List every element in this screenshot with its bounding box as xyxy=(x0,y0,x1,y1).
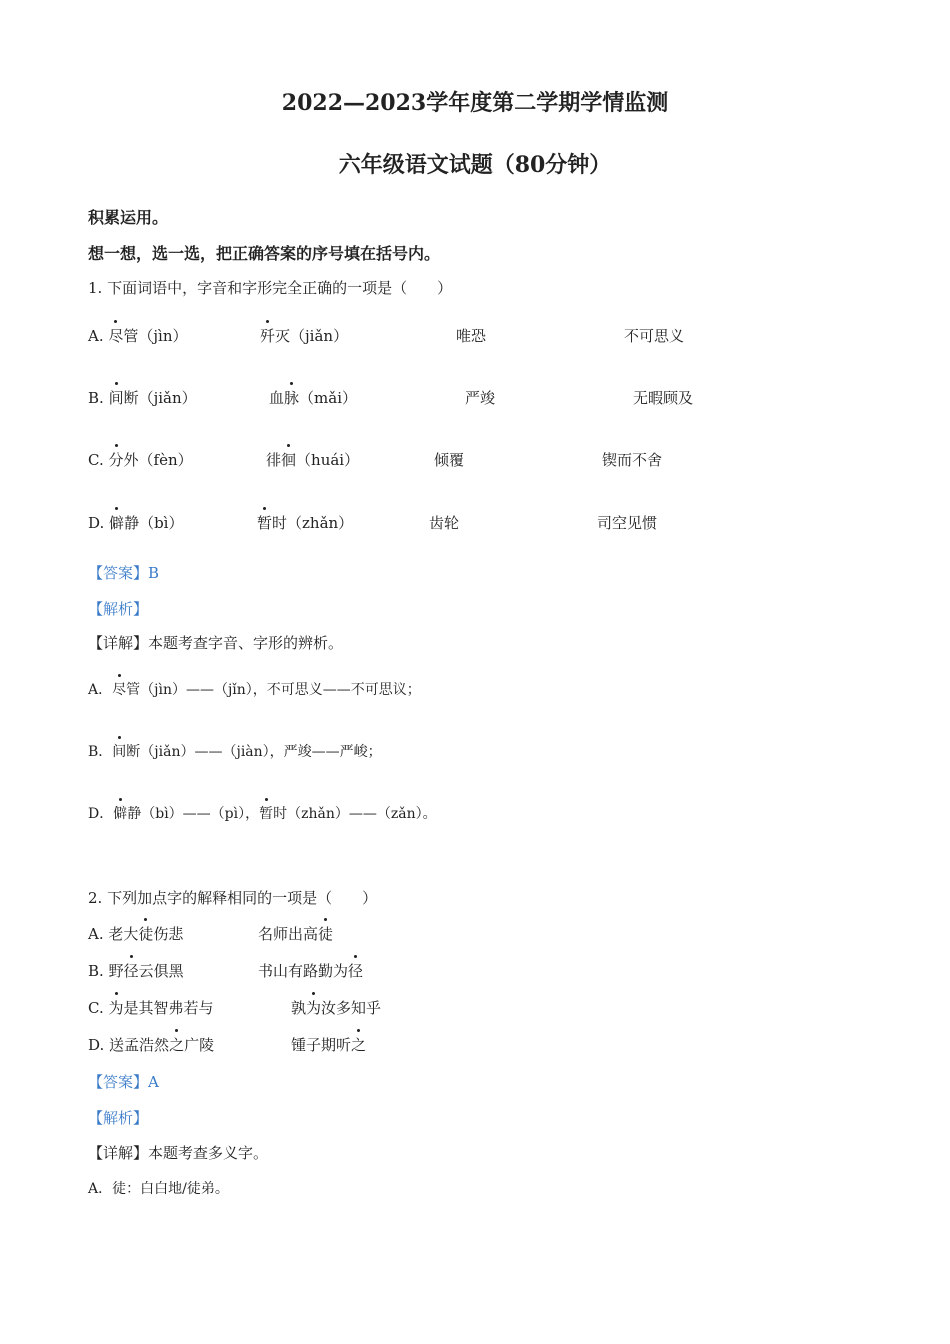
q1-option-a-word3: 唯恐 xyxy=(456,327,487,345)
dotted-char: 之 xyxy=(351,1036,367,1054)
q2-option-b-right xyxy=(258,960,363,981)
option-letter: C. xyxy=(88,999,104,1017)
dotted-char: 为 xyxy=(108,999,124,1017)
option-letter: A. xyxy=(88,327,104,345)
dotted-char: 分 xyxy=(108,451,124,469)
q2-option-c xyxy=(88,997,214,1018)
option-letter: B. xyxy=(88,962,104,980)
section-heading: 积累运用。 xyxy=(88,208,169,227)
option-text: 野 xyxy=(108,962,124,980)
option-word: 静（bì） xyxy=(124,514,184,532)
detail-text: 断（jiǎn）——（jiàn），严竣——严峻； xyxy=(126,744,382,760)
option-text: 锺子期听 xyxy=(291,1036,352,1054)
q1-option-c-word4: 锲而不舍 xyxy=(602,451,663,469)
q1-option-b-word3: 严竣 xyxy=(465,389,496,407)
q1-option-b xyxy=(88,387,197,408)
option-letter: B. xyxy=(88,389,104,407)
option-text: 孰 xyxy=(291,999,307,1017)
q1-option-b-word4: 无暇顾及 xyxy=(633,389,694,407)
q1-option-d-word4: 司空见惯 xyxy=(597,514,658,532)
option-text: 广陵 xyxy=(184,1036,215,1054)
option-word: 灭（jiǎn） xyxy=(275,327,349,345)
q1-option-c-word3: 倾覆 xyxy=(434,451,465,469)
dotted-char: 僻 xyxy=(109,514,125,532)
q1-stem: 1. 下面词语中，字音和字形完全正确的一项是（ ） xyxy=(88,279,453,297)
option-text: 云俱黑 xyxy=(138,962,184,980)
q1-option-d-word3: 齿轮 xyxy=(429,514,460,532)
q1-option-a-word2 xyxy=(260,325,348,346)
dotted-char: 尽 xyxy=(108,327,124,345)
page-title: 2022—2023学年度第二学期学情监测 xyxy=(281,90,669,116)
option-word: 时（zhǎn） xyxy=(272,514,354,532)
q1-option-d-word2 xyxy=(257,512,353,533)
detail-prefix: B． xyxy=(88,744,113,760)
q2-option-a-right xyxy=(258,923,333,944)
detail-text: 时（zhǎn）——（zǎn）。 xyxy=(273,806,437,822)
dotted-char: 间 xyxy=(108,389,124,407)
dotted-char: 径 xyxy=(123,962,139,980)
option-word: 外（fèn） xyxy=(123,451,193,469)
q1-detail-d xyxy=(88,803,437,823)
detail-prefix: A． xyxy=(88,682,113,698)
q2-detail: 【详解】本题考查多义字。 xyxy=(88,1144,269,1162)
dotted-char: 尽 xyxy=(112,679,126,699)
option-text: 汝多知乎 xyxy=(321,999,382,1017)
q1-detail-b xyxy=(88,741,382,761)
dotted-char: 为 xyxy=(306,999,322,1017)
q2-option-d-right xyxy=(291,1034,366,1055)
dotted-char: 间 xyxy=(112,741,126,761)
q2-option-b xyxy=(88,960,184,981)
q1-detail-a xyxy=(88,679,421,699)
section-instruction: 想一想，选一选，把正确答案的序号填在括号内。 xyxy=(88,244,441,263)
q2-stem: 2. 下列加点字的解释相同的一项是（ ） xyxy=(88,889,378,907)
detail-text: 管（jìn）——（jǐn），不可思义——不可思议； xyxy=(126,682,421,698)
q2-detail-a: A．徒：白白地/徒弟。 xyxy=(88,1181,229,1197)
option-text: 名师出高 xyxy=(258,925,319,943)
dotted-char: 暂 xyxy=(259,803,273,823)
option-word: 徘 xyxy=(266,451,282,469)
q2-option-c-right xyxy=(291,997,381,1018)
detail-text: 静（bì）——（pì）， xyxy=(127,806,260,822)
q2-answer: 【答案】A xyxy=(88,1073,159,1091)
dotted-char: 徊 xyxy=(281,451,297,469)
dotted-char: 之 xyxy=(169,1036,185,1054)
q2-option-d xyxy=(88,1034,214,1055)
option-text: 老大 xyxy=(108,925,139,943)
option-letter: D. xyxy=(88,1036,105,1054)
detail-prefix: D． xyxy=(88,806,114,822)
dotted-char: 徒 xyxy=(138,925,154,943)
dotted-char: 僻 xyxy=(113,803,127,823)
option-letter: C. xyxy=(88,451,104,469)
q1-option-c xyxy=(88,449,193,470)
option-word: （mǎi） xyxy=(299,389,357,407)
option-word: 断（jiǎn） xyxy=(123,389,197,407)
option-text: 书山有路勤为 xyxy=(258,962,349,980)
q1-option-c-word2 xyxy=(266,449,359,470)
q1-option-d xyxy=(88,512,183,533)
q2-analysis: 【解析】 xyxy=(88,1109,149,1127)
q1-analysis: 【解析】 xyxy=(88,600,149,618)
q2-option-a xyxy=(88,923,183,944)
q1-detail: 【详解】本题考查字音、字形的辨析。 xyxy=(88,634,344,652)
option-text: 送孟浩然 xyxy=(109,1036,170,1054)
dotted-char: 径 xyxy=(348,962,364,980)
q1-option-a xyxy=(88,325,188,346)
option-text: 是其智弗若与 xyxy=(123,999,214,1017)
dotted-char: 暂 xyxy=(257,514,273,532)
option-word: （huái） xyxy=(296,451,360,469)
dotted-char: 徒 xyxy=(318,925,334,943)
page-subtitle: 六年级语文试题（80分钟） xyxy=(338,152,612,178)
option-letter: D. xyxy=(88,514,105,532)
option-word: 血 xyxy=(269,389,285,407)
q1-option-b-word2 xyxy=(269,387,357,408)
option-letter: A. xyxy=(88,925,104,943)
dotted-char: 脉 xyxy=(284,389,300,407)
q1-option-a-word4: 不可思义 xyxy=(624,327,685,345)
q1-answer: 【答案】B xyxy=(88,564,160,582)
option-text: 伤悲 xyxy=(153,925,184,943)
option-word: 管（jìn） xyxy=(123,327,188,345)
dotted-char: 歼 xyxy=(260,327,276,345)
